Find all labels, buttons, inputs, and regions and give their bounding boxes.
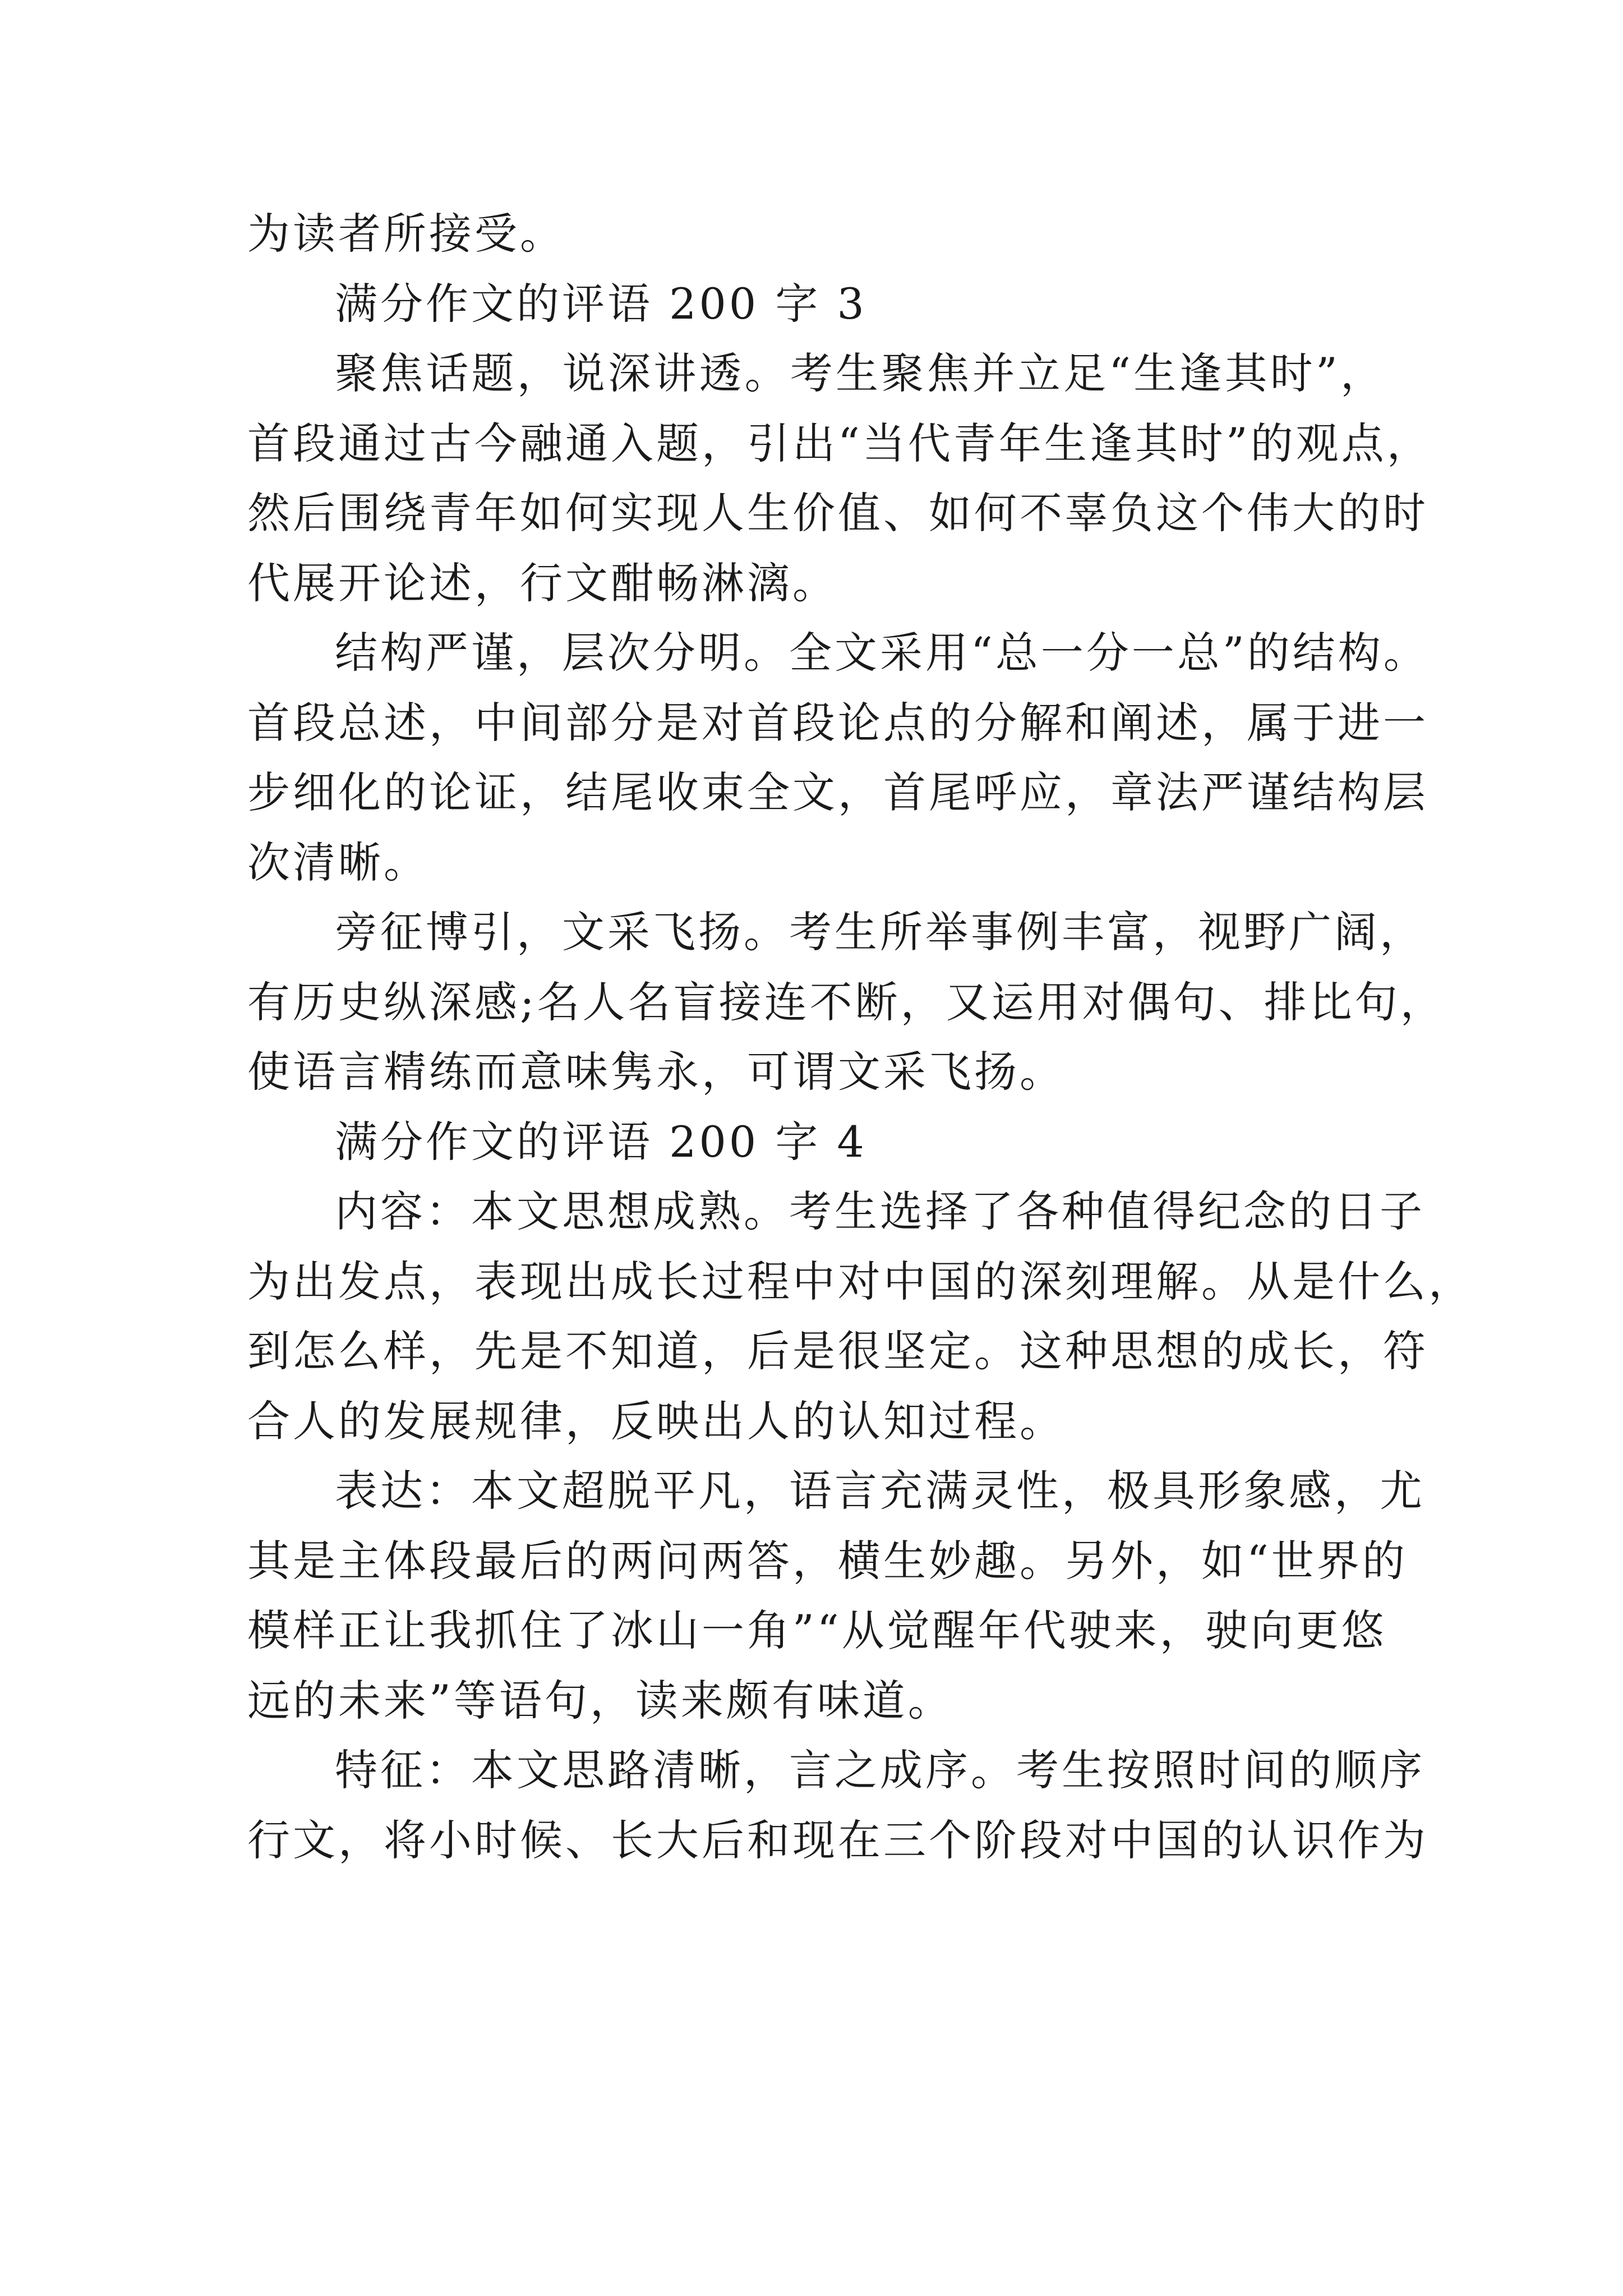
text-line: 内容：本文思想成熟。考生选择了各种值得纪念的日子 xyxy=(335,1186,1425,1236)
text-line: 特征：本文思路清晰，言之成序。考生按照时间的顺序 xyxy=(335,1745,1425,1795)
text-line: 有历史纵深感;名人名盲接连不断，又运用对偶句、排比句， xyxy=(247,977,1446,1027)
text-line: 其是主体段最后的两问两答，横生妙趣。另外，如“世界的 xyxy=(247,1535,1408,1586)
text-line: 步细化的论证，结尾收束全文，首尾呼应，章法严谨结构层 xyxy=(247,767,1428,817)
text-line: 远的未来”等语句，读来颇有味道。 xyxy=(247,1675,953,1726)
text-line: 结构严谨，层次分明。全文采用“总一分一总”的结构。 xyxy=(335,628,1429,678)
text-line: 聚焦话题，说深讲透。考生聚焦并立足“生逢其时”， xyxy=(335,348,1386,398)
text-line: 然后围绕青年如何实现人生价值、如何不辜负这个伟大的时 xyxy=(247,488,1428,538)
text-line: 首段通过古今融通入题，引出“当代青年生逢其时”的观点， xyxy=(247,418,1432,468)
text-line: 为出发点，表现出成长过程中对中国的深刻理解。从是什么， xyxy=(247,1256,1474,1306)
text-line: 表达：本文超脱平凡，语言充满灵性，极具形象感，尤 xyxy=(335,1466,1425,1516)
text-line: 旁征博引，文采飞扬。考生所举事例丰富，视野广阔， xyxy=(335,907,1425,957)
text-line: 满分作文的评语 200 字 3 xyxy=(335,278,867,329)
text-line: 次清晰。 xyxy=(247,837,429,887)
text-line: 合人的发展规律，反映出人的认知过程。 xyxy=(247,1396,1065,1446)
text-line: 代展开论述，行文酣畅淋漓。 xyxy=(247,558,838,608)
text-line: 使语言精练而意味隽永，可谓文采飞扬。 xyxy=(247,1047,1065,1097)
text-line: 模样正让我抓住了冰山一角”“从觉醒年代驶来，驶向更悠 xyxy=(247,1605,1387,1655)
text-line: 首段总述，中间部分是对首段论点的分解和阐述，属于进一 xyxy=(247,697,1428,748)
text-line: 到怎么样，先是不知道，后是很坚定。这种思想的成长，符 xyxy=(247,1326,1428,1376)
text-line: 为读者所接受。 xyxy=(247,209,565,259)
text-line: 行文，将小时候、长大后和现在三个阶段对中国的认识作为 xyxy=(247,1815,1428,1865)
text-line: 满分作文的评语 200 字 4 xyxy=(335,1116,867,1167)
body-text xyxy=(247,199,1474,1875)
